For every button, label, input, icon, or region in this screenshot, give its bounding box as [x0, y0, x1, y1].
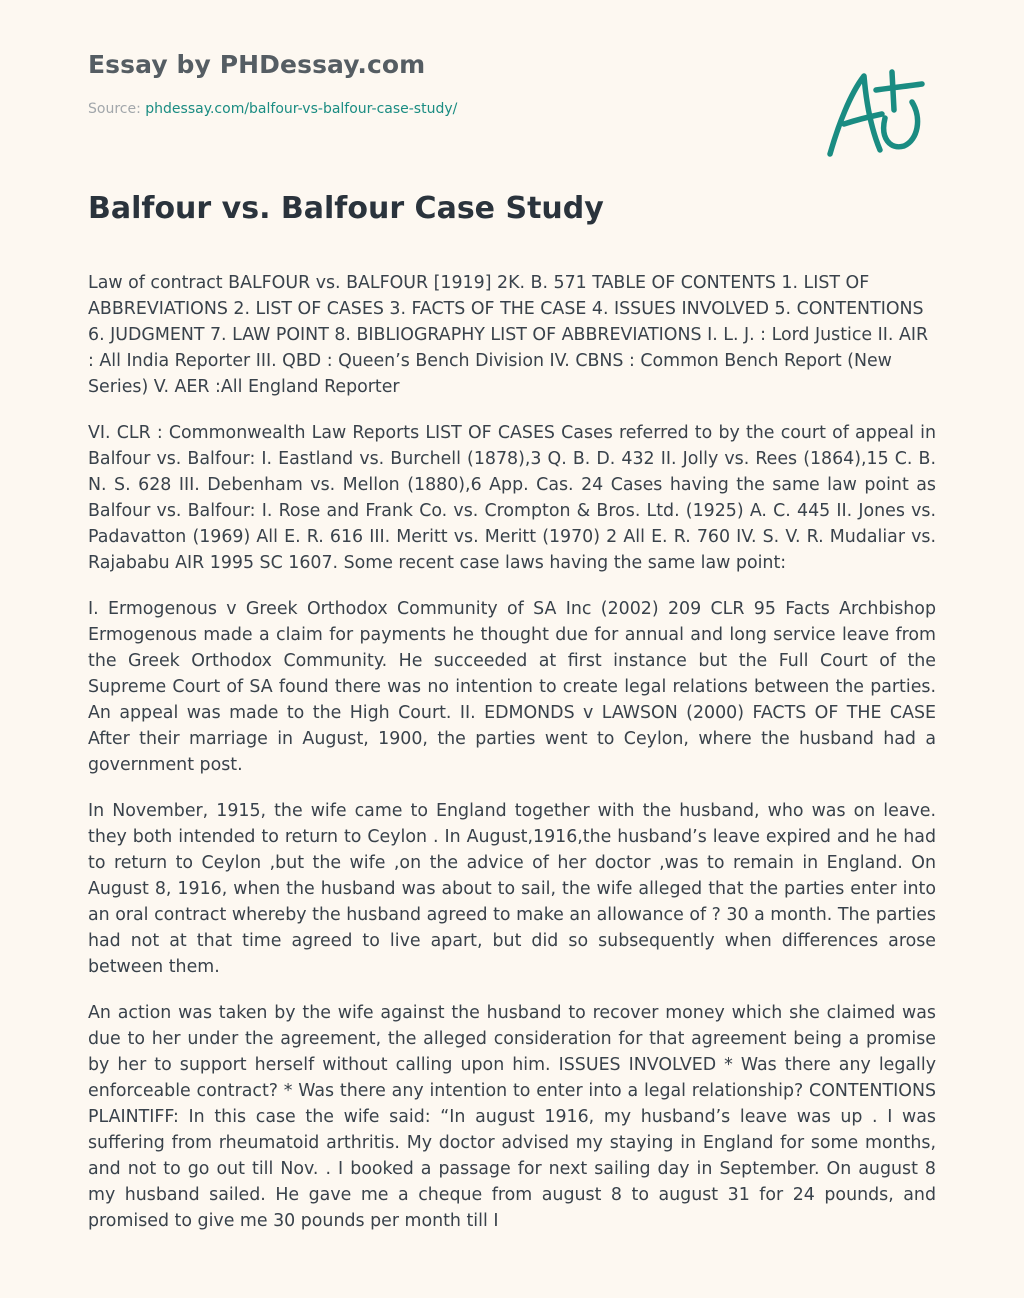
essay-paragraph: An action was taken by the wife against the husband to recover money which she claimed was due to her under the agreement, the alleged consideration for that agreement being a promise by her to support herself without calling upon him. ISSUES INVOLVED * Was there any legally enforceable contract? * Was there any intention to enter into a legal relationship? CONTENTIONS PLAINTIFF: In this case the wife said: “In august 1916, my husband’s leave was up . I was suffering from rheumatoid arthritis. My doctor advised my staying in England for some months, and not to go out till Nov. . I booked a passage for next sailing day in September. On august 8 my husband sailed. He gave me a cheque from august 8 to august 31 for 24 pounds, and promised to give me 30 pounds per month till I [88, 1003, 936, 1231]
essay-title: Balfour vs. Balfour Case Study [88, 191, 604, 226]
essay-paragraph: VI. CLR : Commonwealth Law Reports LIST OF CASES Cases referred to by the court of appeal in Balfour vs. Balfour: I. Eastland vs. Burchell (1878),3 Q. B. D. 432 II. Jolly vs. Rees (1864),15 C. B. N. S. 628 III. Debenham vs. Mellon (1880),6 App. Cas. 24 Cases having the same law point as Balfour vs. Balfour: I. Rose and Frank Co. vs. Crompton & Bros. Ltd. (1925) A. C. 445 II. Jones vs. Padavatton (1969) All E. R. 616 III. Meritt vs. Meritt (1970) 2 All E. R. 760 IV. S. V. R. Mudaliar vs. Rajababu AIR 1995 SC 1607. Some recent case laws having the same law point: [88, 423, 936, 573]
source-label: Source: [88, 101, 141, 117]
a-plus-logo-icon [822, 64, 932, 164]
essay-paragraph: I. Ermogenous v Greek Orthodox Community of SA Inc (2002) 209 CLR 95 Facts Archbishop Ermogenous made a claim for payments he thought due for annual and long service leave from the Greek Orthodox Community. He succeeded at first instance but the Full Court of the Supreme Court of SA found there was no intention to create legal relations between the parties. An appeal was made to the High Court. II. EDMONDS v LAWSON (2000) FACTS OF THE CASE After their marriage in August, 1900, the parties went to Ceylon, where the husband had a government post. [88, 599, 936, 775]
source-line [88, 101, 457, 117]
essay-paragraph: In November, 1915, the wife came to England together with the husband, who was on leave. they both intended to return to Ceylon . In August,1916,the husband’s leave expired and he had to return to Ceylon ,but the wife ,on the advice of her doctor ,was to remain in England. On August 8, 1916, when the husband was about to sail, the wife alleged that the parties enter into an oral contract whereby the husband agreed to make an allowance of ? 30 a month. The parties had not at that time agreed to live apart, but did so subsequently when differences arose between them. [88, 801, 936, 977]
site-title: Essay by PHDessay.com [88, 50, 426, 79]
essay-paragraph: Law of contract BALFOUR vs. BALFOUR [1919] 2K. B. 571 TABLE OF CONTENTS 1. LIST OF ABBREVIATIONS 2. LIST OF CASES 3. FACTS OF THE CASE 4. ISSUES INVOLVED 5. CONTENTIONS 6. JUDGMENT 7. LAW POINT 8. BIBLIOGRAPHY LIST OF ABBREVIATIONS I. L. J. : Lord Justice II. AIR : All India Reporter III. QBD : Queen’s Bench Division IV. CBNS : Common Bench Report (New Series) V. AER :All England Reporter [88, 273, 929, 397]
essay-body [88, 270, 936, 1250]
source-link[interactable]: phdessay.com/balfour-vs-balfour-case-study/ [145, 101, 458, 117]
